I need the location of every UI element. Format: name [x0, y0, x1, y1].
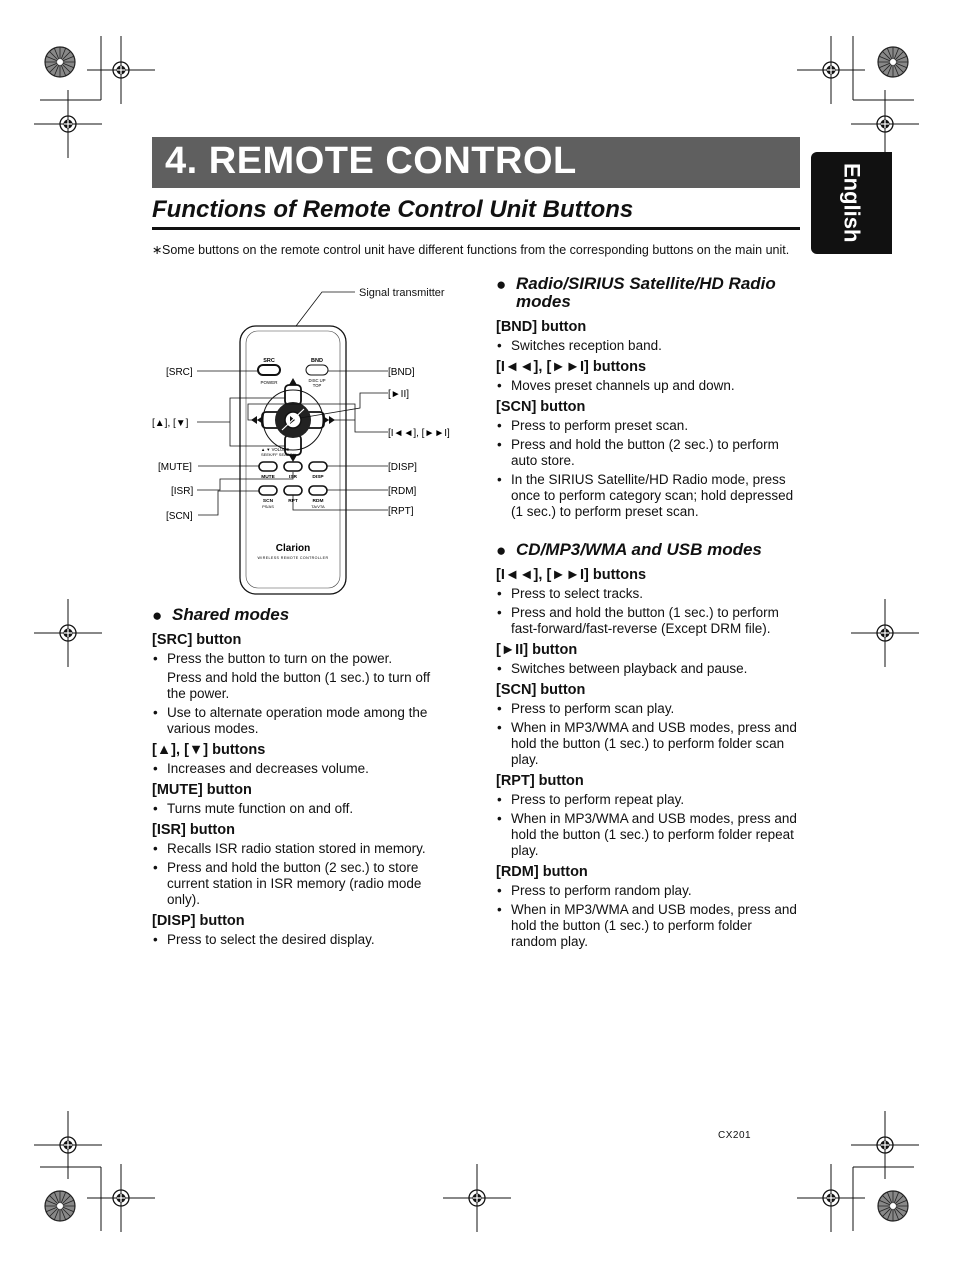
callout-rpt: [RPT] — [388, 506, 414, 517]
cd-play-title: [►II] button — [496, 642, 578, 658]
page-title: 4. REMOTE CONTROL — [165, 140, 577, 182]
model-code: CX201 — [718, 1130, 752, 1141]
remote-control-illustration — [150, 280, 470, 605]
cd-modes-heading: ● CD/MP3/WMA and USB modes — [496, 540, 762, 560]
cd-rpt-list — [496, 792, 800, 859]
btn-bnd-label: BND — [311, 358, 323, 364]
list-item: • Recalls ISR radio station stored in memory. — [152, 841, 452, 857]
cd-prevnext-list — [496, 586, 800, 637]
src-button-list — [152, 651, 452, 667]
list-item: • Press to select the desired display. — [152, 932, 452, 948]
list-item: • When in MP3/WMA and USB modes, press and hold the button (1 sec.) to perform folder repeat play. — [496, 811, 800, 859]
callout-mute: [MUTE] — [158, 462, 192, 473]
cd-rdm-list — [496, 883, 800, 950]
list-item: • Press and hold the button (2 sec.) to perform auto store. — [496, 437, 800, 469]
shared-modes-heading: ● Shared modes — [152, 605, 290, 625]
list-item: • Switches between playback and pause. — [496, 661, 800, 677]
brand-logo: Clarion — [275, 543, 311, 554]
svg-text:▲ ▼ VOLUME: ▲ ▼ VOLUME — [261, 447, 290, 452]
callout-disp: [DISP] — [388, 462, 417, 473]
list-item: • In the SIRIUS Satellite/HD Radio mode, press once to perform category scan; hold depressed (1 sec.) to perform preset scan. — [496, 472, 800, 520]
btn-rpt — [284, 486, 302, 495]
cd-scn-list — [496, 701, 800, 768]
cd-scn-title: [SCN] button — [496, 682, 586, 698]
btn-scn-label: SCN — [262, 499, 274, 504]
btn-mute — [259, 462, 277, 471]
btn-bnd-sub: DISC UP — [308, 378, 326, 383]
btn-rdm-label: RDM — [312, 499, 324, 504]
signal-leader — [296, 292, 355, 326]
btn-scn-sub: PS/AS — [262, 504, 274, 509]
right-column — [496, 275, 800, 953]
btn-scn — [259, 486, 277, 495]
radio-modes-heading: ● Radio/SIRIUS Satellite/HD Radio modes — [496, 274, 776, 311]
list-item: • Press to perform repeat play. — [496, 792, 800, 808]
callout-prev-next: [I◄◄], [►►I] — [388, 428, 450, 439]
btn-disp — [309, 462, 327, 471]
callout-rdm: [RDM] — [388, 486, 417, 497]
btn-src — [258, 365, 280, 375]
callout-isr: [ISR] — [171, 486, 194, 497]
list-item: • Use to alternate operation mode among the various modes. — [152, 705, 452, 737]
btn-isr-label: ISR — [289, 475, 297, 480]
src-button-title: [SRC] button — [152, 632, 242, 648]
callout-scn: [SCN] — [166, 511, 193, 522]
src-button-list-2 — [152, 705, 452, 737]
btn-rdm — [309, 486, 327, 495]
list-item: • Press to select tracks. — [496, 586, 800, 602]
subtitle-rule — [152, 227, 800, 230]
btn-power-label: POWER — [260, 380, 278, 385]
updown-list — [152, 761, 452, 777]
updown-buttons-title: [▲], [▼] buttons — [152, 742, 266, 758]
cd-rpt-title: [RPT] button — [496, 773, 584, 789]
cd-rdm-title: [RDM] button — [496, 864, 588, 880]
btn-isr — [284, 462, 302, 471]
list-item: • Increases and decreases volume. — [152, 761, 452, 777]
disp-list — [152, 932, 452, 948]
note-text: Some buttons on the remote control unit have different functions from the corresponding buttons on the main unit. — [162, 243, 790, 257]
section-subtitle: Functions of Remote Control Unit Buttons — [152, 196, 634, 223]
isr-list — [152, 841, 452, 908]
callout-play-pause: [►II] — [388, 389, 410, 400]
btn-disp-label: DISP — [312, 475, 324, 480]
list-item: • Turns mute function on and off. — [152, 801, 452, 817]
bnd-list — [496, 338, 800, 354]
disp-button-title: [DISP] button — [152, 913, 245, 929]
callout-up-down: [▲], [▼] — [152, 418, 189, 429]
list-item-continuation: Press and hold the button (1 sec.) to turn off the power. — [167, 670, 431, 701]
bullet-dot-icon: ● — [496, 275, 507, 294]
bullet-dot-icon: ● — [496, 541, 507, 560]
btn-mute-label: MUTE — [261, 475, 275, 480]
list-item: • Press to perform preset scan. — [496, 418, 800, 434]
shared-modes-section — [152, 606, 452, 951]
cd-play-list — [496, 661, 800, 677]
btn-bnd-sub2: TOP — [312, 383, 322, 388]
btn-bnd — [306, 365, 328, 375]
note-asterisk: ∗ — [152, 243, 163, 257]
radio-prevnext-list — [496, 378, 800, 394]
list-item: • Press the button to turn on the power. — [152, 651, 452, 667]
btn-rpt-label: RPT — [288, 499, 298, 504]
btn-src-label: SRC — [263, 358, 275, 364]
bullet-dot-icon: ● — [152, 606, 163, 625]
mute-button-title: [MUTE] button — [152, 782, 252, 798]
list-item: • Press to perform random play. — [496, 883, 800, 899]
callout-bnd: [BND] — [388, 367, 415, 378]
language-tab — [811, 152, 892, 254]
list-item: • Moves preset channels up and down. — [496, 378, 800, 394]
callout-src: [SRC] — [166, 367, 193, 378]
remote-model-line: WIRELESS REMOTE CONTROLLER — [257, 556, 329, 560]
list-item: • Press to perform scan play. — [496, 701, 800, 717]
list-item: • When in MP3/WMA and USB modes, press and hold the button (1 sec.) to perform folder scan play. — [496, 720, 800, 768]
signal-transmitter-label: Signal transmitter — [359, 287, 445, 299]
list-item: • When in MP3/WMA and USB modes, press and hold the button (1 sec.) to perform folder random play. — [496, 902, 800, 950]
radio-scn-title: [SCN] button — [496, 399, 586, 415]
isr-button-title: [ISR] button — [152, 822, 235, 838]
cd-prevnext-title: [I◄◄], [►►I] buttons — [496, 567, 647, 583]
list-item: • Press and hold the button (1 sec.) to perform fast-forward/fast-reverse (Except DRM file). — [496, 605, 800, 637]
btn-rdm-sub: TA/VTA — [311, 504, 325, 509]
radio-prevnext-title: [I◄◄], [►►I] buttons — [496, 359, 647, 375]
bnd-button-title: [BND] button — [496, 319, 587, 335]
list-item: • Switches reception band. — [496, 338, 800, 354]
mute-list — [152, 801, 452, 817]
language-tab-label: English — [839, 163, 865, 243]
svg-text:SEEK/FF SEARCH: SEEK/FF SEARCH — [261, 452, 296, 457]
list-item: • Press and hold the button (2 sec.) to store current station in ISR memory (radio mode only). — [152, 860, 452, 908]
radio-scn-list — [496, 418, 800, 520]
